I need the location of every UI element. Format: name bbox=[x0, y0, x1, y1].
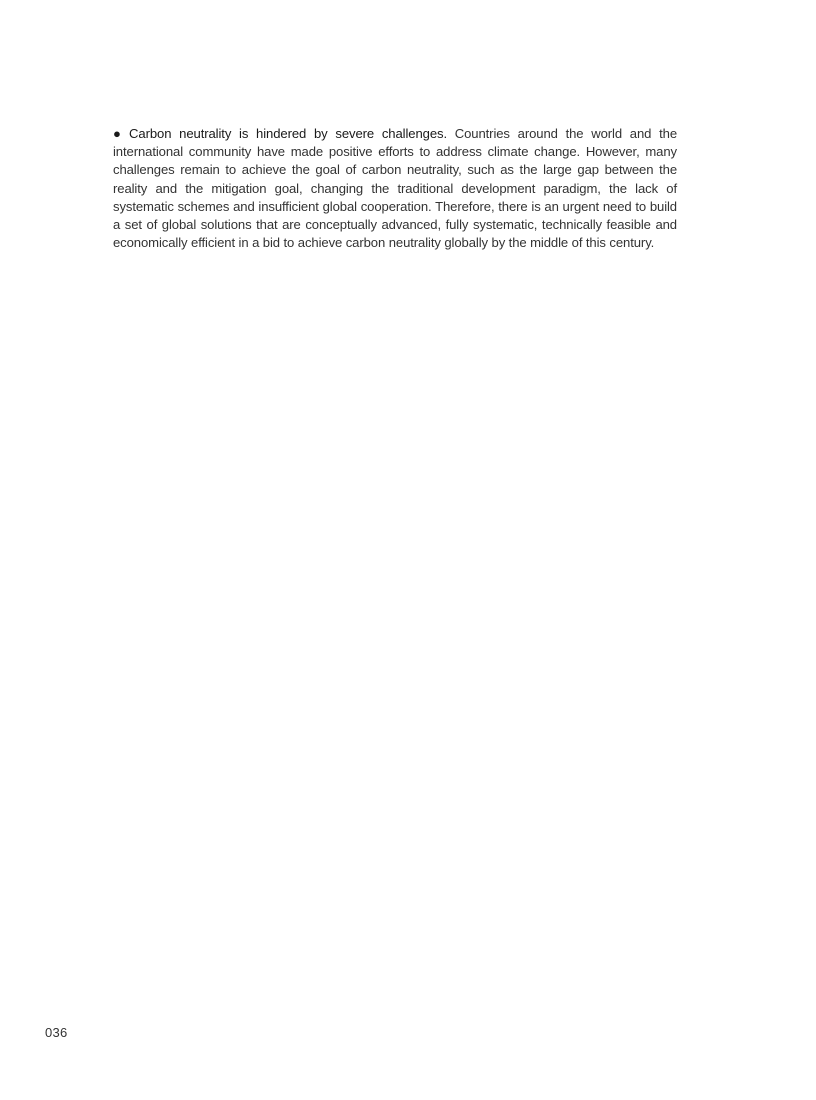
bullet-paragraph bbox=[113, 125, 677, 252]
paragraph-body: Countries around the world and the international community have made positive efforts to address climate change. However, many challenges remain to achieve the goal of carbon neutrality, such as the large gap between the reality and the mitigation goal, changing the traditional development paradigm, the lack of systematic schemes and insufficient global cooperation. Therefore, there is an urgent need to build a set of global solutions that are conceptually advanced, fully systematic, technically feasible and economically efficient in a bid to achieve carbon neutrality globally by the middle of this century. bbox=[113, 126, 678, 251]
lead-sentence: Carbon neutrality is hindered by severe challenges. bbox=[129, 126, 447, 141]
bullet-icon: ● bbox=[113, 126, 126, 141]
page-number: 036 bbox=[45, 1025, 68, 1040]
